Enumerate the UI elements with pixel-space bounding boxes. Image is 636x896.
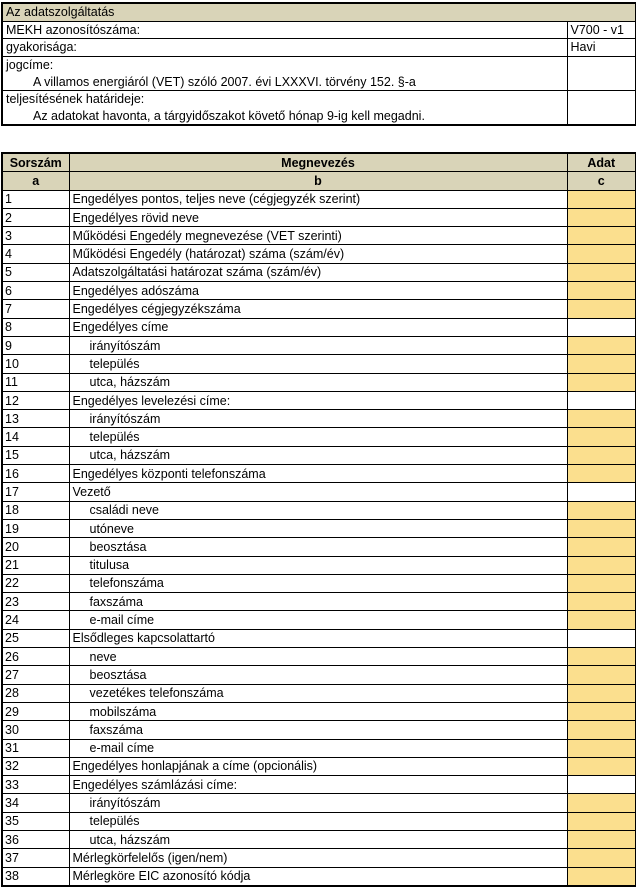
table-row bbox=[2, 391, 636, 409]
row-label: Vezető bbox=[69, 483, 567, 501]
data-input-cell[interactable] bbox=[567, 208, 636, 226]
row-number: 28 bbox=[2, 684, 69, 702]
data-input-cell bbox=[567, 629, 636, 647]
table-row bbox=[2, 501, 636, 519]
info-value[interactable]: V700 - v1 bbox=[567, 21, 636, 39]
table-row bbox=[2, 318, 636, 336]
data-input-cell[interactable] bbox=[567, 538, 636, 556]
subheader-a: a bbox=[2, 172, 69, 190]
row-label: Engedélyes honlapjának a címe (opcionális) bbox=[69, 757, 567, 775]
row-label: Működési Engedély (határozat) száma (szám/év) bbox=[69, 245, 567, 263]
info-row-deadline bbox=[2, 90, 636, 107]
data-input-cell[interactable] bbox=[567, 355, 636, 373]
row-number: 14 bbox=[2, 428, 69, 446]
info-label: teljesítésének határideje: bbox=[6, 92, 145, 107]
row-number: 12 bbox=[2, 391, 69, 409]
info-label: A villamos energiáról (VET) szóló 2007. évi LXXXVI. törvény 152. §-a bbox=[2, 73, 567, 90]
row-label: település bbox=[69, 812, 567, 830]
row-label: irányítószám bbox=[69, 794, 567, 812]
table-row bbox=[2, 355, 636, 373]
row-label: Elsődleges kapcsolattartó bbox=[69, 629, 567, 647]
row-number: 25 bbox=[2, 629, 69, 647]
row-label: irányítószám bbox=[69, 410, 567, 428]
info-label: Az adatokat havonta, a tárgyidőszakot követő hónap 9-ig kell megadni. bbox=[33, 108, 425, 123]
table-row bbox=[2, 721, 636, 739]
table-row bbox=[2, 373, 636, 391]
header-adat: Adat bbox=[567, 153, 636, 172]
info-value[interactable] bbox=[567, 90, 636, 107]
data-input-cell bbox=[567, 776, 636, 794]
header-row bbox=[2, 153, 636, 172]
row-label: e-mail címe bbox=[69, 611, 567, 629]
row-number: 7 bbox=[2, 300, 69, 318]
table-row bbox=[2, 190, 636, 208]
data-input-cell bbox=[567, 391, 636, 409]
table-row bbox=[2, 611, 636, 629]
data-input-cell[interactable] bbox=[567, 830, 636, 848]
table-row bbox=[2, 245, 636, 263]
table-row bbox=[2, 867, 636, 886]
row-number: 37 bbox=[2, 849, 69, 867]
header-sorszam: Sorszám bbox=[2, 153, 69, 172]
row-number: 5 bbox=[2, 263, 69, 281]
info-title: Az adatszolgáltatás bbox=[2, 3, 636, 21]
info-table bbox=[1, 2, 636, 126]
data-input-cell[interactable] bbox=[567, 757, 636, 775]
row-label: beosztása bbox=[69, 538, 567, 556]
row-label: település bbox=[69, 355, 567, 373]
data-input-cell[interactable] bbox=[567, 812, 636, 830]
row-number: 32 bbox=[2, 757, 69, 775]
info-row-deadline-text bbox=[2, 108, 636, 126]
data-input-cell[interactable] bbox=[567, 336, 636, 354]
data-input-cell[interactable] bbox=[567, 648, 636, 666]
table-row bbox=[2, 666, 636, 684]
table-row bbox=[2, 483, 636, 501]
info-value[interactable] bbox=[567, 108, 636, 126]
table-row bbox=[2, 282, 636, 300]
row-number: 27 bbox=[2, 666, 69, 684]
subheader-b: b bbox=[69, 172, 567, 190]
table-row bbox=[2, 208, 636, 226]
data-input-cell[interactable] bbox=[567, 465, 636, 483]
row-label: utca, házszám bbox=[69, 373, 567, 391]
data-input-cell[interactable] bbox=[567, 593, 636, 611]
row-label: Engedélyes adószáma bbox=[69, 282, 567, 300]
data-input-cell[interactable] bbox=[567, 611, 636, 629]
row-number: 35 bbox=[2, 812, 69, 830]
row-label: családi neve bbox=[69, 501, 567, 519]
data-input-cell[interactable] bbox=[567, 501, 636, 519]
data-input-cell[interactable] bbox=[567, 428, 636, 446]
row-label: neve bbox=[69, 648, 567, 666]
row-label: Engedélyes levelezési címe: bbox=[69, 391, 567, 409]
row-number: 18 bbox=[2, 501, 69, 519]
data-input-cell[interactable] bbox=[567, 282, 636, 300]
row-label: település bbox=[69, 428, 567, 446]
row-number: 10 bbox=[2, 355, 69, 373]
table-row bbox=[2, 574, 636, 592]
info-label: gyakorisága: bbox=[2, 39, 567, 57]
table-row bbox=[2, 739, 636, 757]
row-label: utca, házszám bbox=[69, 830, 567, 848]
table-row bbox=[2, 519, 636, 537]
header-megnevezes: Megnevezés bbox=[69, 153, 567, 172]
row-label: irányítószám bbox=[69, 336, 567, 354]
row-label: beosztása bbox=[69, 666, 567, 684]
table-row bbox=[2, 465, 636, 483]
row-number: 31 bbox=[2, 739, 69, 757]
row-label: telefonszáma bbox=[69, 574, 567, 592]
table-row bbox=[2, 538, 636, 556]
table-row bbox=[2, 702, 636, 720]
info-row-id bbox=[2, 21, 636, 39]
table-row bbox=[2, 227, 636, 245]
row-label: Engedélyes központi telefonszáma bbox=[69, 465, 567, 483]
data-input-cell[interactable] bbox=[567, 849, 636, 867]
row-number: 29 bbox=[2, 702, 69, 720]
row-label: faxszáma bbox=[69, 721, 567, 739]
subheader-row bbox=[2, 172, 636, 190]
table-row bbox=[2, 757, 636, 775]
row-number: 3 bbox=[2, 227, 69, 245]
row-label: utóneve bbox=[69, 519, 567, 537]
table-row bbox=[2, 776, 636, 794]
info-value[interactable]: Havi bbox=[567, 39, 636, 57]
data-input-cell[interactable] bbox=[567, 556, 636, 574]
data-input-cell[interactable] bbox=[567, 702, 636, 720]
row-number: 21 bbox=[2, 556, 69, 574]
data-input-cell[interactable] bbox=[567, 739, 636, 757]
row-label: faxszáma bbox=[69, 593, 567, 611]
row-number: 11 bbox=[2, 373, 69, 391]
data-input-cell[interactable] bbox=[567, 794, 636, 812]
table-row bbox=[2, 446, 636, 464]
row-number: 34 bbox=[2, 794, 69, 812]
info-value[interactable] bbox=[567, 73, 636, 90]
info-label: jogcíme: bbox=[6, 58, 54, 73]
row-number: 20 bbox=[2, 538, 69, 556]
info-row-legal-text bbox=[2, 73, 636, 90]
row-label: vezetékes telefonszáma bbox=[69, 684, 567, 702]
table-row bbox=[2, 428, 636, 446]
table-row bbox=[2, 794, 636, 812]
row-number: 17 bbox=[2, 483, 69, 501]
data-input-cell[interactable] bbox=[567, 519, 636, 537]
row-label: utca, házszám bbox=[69, 446, 567, 464]
table-row bbox=[2, 629, 636, 647]
row-label: Engedélyes cégjegyzékszáma bbox=[69, 300, 567, 318]
row-number: 4 bbox=[2, 245, 69, 263]
row-label: Engedélyes számlázási címe: bbox=[69, 776, 567, 794]
row-label: mobilszáma bbox=[69, 702, 567, 720]
row-number: 38 bbox=[2, 867, 69, 886]
table-row bbox=[2, 830, 636, 848]
row-label: Működési Engedély megnevezése (VET szerinti) bbox=[69, 227, 567, 245]
data-input-cell[interactable] bbox=[567, 245, 636, 263]
table-row bbox=[2, 812, 636, 830]
row-number: 9 bbox=[2, 336, 69, 354]
data-input-cell bbox=[567, 318, 636, 336]
row-label: Engedélyes rövid neve bbox=[69, 208, 567, 226]
row-number: 8 bbox=[2, 318, 69, 336]
info-label: MEKH azonosítószáma: bbox=[2, 21, 567, 39]
row-number: 6 bbox=[2, 282, 69, 300]
row-number: 15 bbox=[2, 446, 69, 464]
data-input-cell[interactable] bbox=[567, 227, 636, 245]
row-label: Engedélyes címe bbox=[69, 318, 567, 336]
table-row bbox=[2, 684, 636, 702]
row-label: Engedélyes pontos, teljes neve (cégjegyzék szerint) bbox=[69, 190, 567, 208]
row-number: 1 bbox=[2, 190, 69, 208]
data-input-cell[interactable] bbox=[567, 190, 636, 208]
info-row-legal-basis bbox=[2, 56, 636, 73]
table-row bbox=[2, 593, 636, 611]
row-number: 23 bbox=[2, 593, 69, 611]
data-input-cell[interactable] bbox=[567, 721, 636, 739]
data-input-cell bbox=[567, 483, 636, 501]
row-number: 16 bbox=[2, 465, 69, 483]
row-label: e-mail címe bbox=[69, 739, 567, 757]
data-input-cell[interactable] bbox=[567, 410, 636, 428]
data-input-cell[interactable] bbox=[567, 574, 636, 592]
row-label: titulusa bbox=[69, 556, 567, 574]
data-input-cell[interactable] bbox=[567, 867, 636, 886]
data-input-cell[interactable] bbox=[567, 300, 636, 318]
row-number: 13 bbox=[2, 410, 69, 428]
row-number: 26 bbox=[2, 648, 69, 666]
row-number: 30 bbox=[2, 721, 69, 739]
table-row bbox=[2, 648, 636, 666]
table-row bbox=[2, 300, 636, 318]
data-input-cell[interactable] bbox=[567, 446, 636, 464]
row-number: 19 bbox=[2, 519, 69, 537]
subheader-c: c bbox=[567, 172, 636, 190]
data-input-cell[interactable] bbox=[567, 666, 636, 684]
data-input-cell[interactable] bbox=[567, 263, 636, 281]
row-number: 36 bbox=[2, 830, 69, 848]
table-row bbox=[2, 849, 636, 867]
row-label: Mérlegkörfelelős (igen/nem) bbox=[69, 849, 567, 867]
data-table bbox=[1, 152, 636, 887]
row-number: 22 bbox=[2, 574, 69, 592]
info-row-frequency bbox=[2, 39, 636, 57]
table-row bbox=[2, 263, 636, 281]
row-label: Mérlegköre EIC azonosító kódja bbox=[69, 867, 567, 886]
row-number: 33 bbox=[2, 776, 69, 794]
row-number: 24 bbox=[2, 611, 69, 629]
row-number: 2 bbox=[2, 208, 69, 226]
table-row bbox=[2, 556, 636, 574]
row-label: Adatszolgáltatási határozat száma (szám/év) bbox=[69, 263, 567, 281]
info-title-row bbox=[2, 3, 636, 21]
data-input-cell[interactable] bbox=[567, 373, 636, 391]
info-value[interactable] bbox=[567, 56, 636, 73]
table-row bbox=[2, 336, 636, 354]
data-input-cell[interactable] bbox=[567, 684, 636, 702]
table-row bbox=[2, 410, 636, 428]
